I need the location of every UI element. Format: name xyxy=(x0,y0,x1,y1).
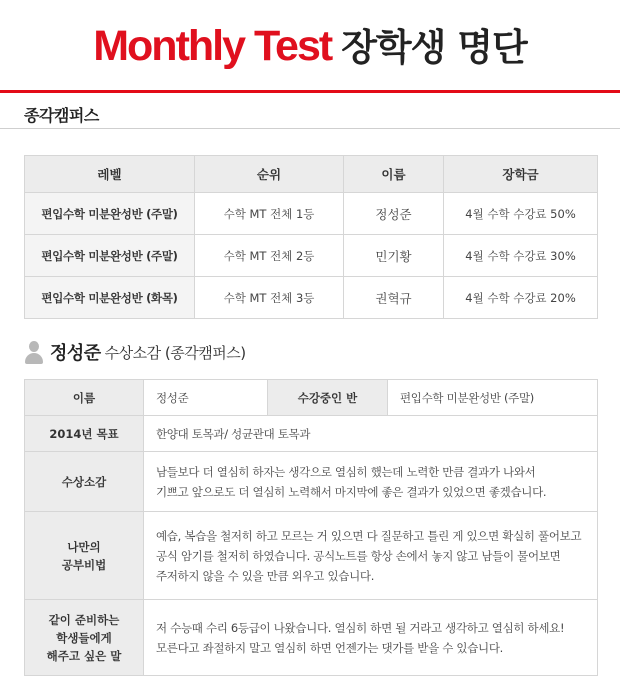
method-line: 예습, 복습을 철저히 하고 모르는 거 있으면 다 질문하고 틀린 게 있으면 확실히 풀어보고 xyxy=(156,528,582,543)
label-advice-line: 해주고 싶은 말 xyxy=(46,648,122,663)
value-speech xyxy=(144,452,598,512)
review-subtitle: 수상소감 (종각캠퍼스) xyxy=(104,343,246,362)
label-method xyxy=(25,512,144,600)
profile-row-speech xyxy=(25,452,598,512)
review-section-heading xyxy=(24,339,246,365)
value-goal: 한양대 토목과/ 성균관대 토목과 xyxy=(144,416,598,452)
advice-line: 저 수능때 수리 6등급이 나왔습니다. 열심히 하면 될 거라고 생각하고 열심히 하세요! xyxy=(156,620,565,635)
label-method-line: 나만의 xyxy=(67,539,101,554)
table-header-row xyxy=(25,156,598,193)
column-header-scholarship: 장학금 xyxy=(444,156,598,193)
table-row xyxy=(25,235,598,277)
label-advice-line: 학생들에게 xyxy=(56,630,112,645)
value-advice xyxy=(144,600,598,676)
speech-line: 기쁘고 앞으로도 더 열심히 노력해서 마지막에 좋은 결과가 있었으면 좋겠습니다. xyxy=(156,484,547,499)
value-class: 편입수학 미분완성반 (주말) xyxy=(388,380,598,416)
column-header-name: 이름 xyxy=(344,156,444,193)
cell-rank: 수학 MT 전체 1등 xyxy=(195,193,344,235)
title-english: Monthly Test xyxy=(93,22,332,70)
title-korean: 장학생 명단 xyxy=(341,26,527,69)
label-class: 수강중인 반 xyxy=(268,380,388,416)
cell-scholarship: 4월 수학 수강료 20% xyxy=(444,277,598,319)
advice-line: 모른다고 좌절하지 말고 열심히 하면 언젠가는 댓가를 받을 수 있습니다. xyxy=(156,640,504,655)
cell-rank: 수학 MT 전체 3등 xyxy=(195,277,344,319)
cell-level: 편입수학 미분완성반 (화목) xyxy=(25,277,195,319)
label-advice xyxy=(25,600,144,676)
label-advice-line: 같이 준비하는 xyxy=(48,612,120,627)
column-header-rank: 순위 xyxy=(195,156,344,193)
profile-row-goal xyxy=(25,416,598,452)
table-row xyxy=(25,193,598,235)
student-profile-table xyxy=(24,379,598,676)
speech-line: 남들보다 더 열심히 하자는 생각으로 열심히 했는데 노력한 만큼 결과가 나와서 xyxy=(156,464,536,479)
profile-row-method xyxy=(25,512,598,600)
label-goal: 2014년 목표 xyxy=(25,416,144,452)
label-speech: 수상소감 xyxy=(25,452,144,512)
page-title xyxy=(0,22,620,79)
campus-label: 종각캠퍼스 xyxy=(24,106,99,125)
profile-row-name xyxy=(25,380,598,416)
value-method xyxy=(144,512,598,600)
cell-scholarship: 4월 수학 수강료 30% xyxy=(444,235,598,277)
cell-scholarship: 4월 수학 수강료 50% xyxy=(444,193,598,235)
cell-name: 민기황 xyxy=(344,235,444,277)
profile-row-advice xyxy=(25,600,598,676)
table-row xyxy=(25,277,598,319)
cell-level: 편입수학 미분완성반 (주말) xyxy=(25,235,195,277)
cell-rank: 수학 MT 전체 2등 xyxy=(195,235,344,277)
label-name: 이름 xyxy=(25,380,144,416)
method-line: 공식 암기를 철저히 하였습니다. 공식노트를 항상 손에서 놓지 않고 남들이 물어보면 xyxy=(156,548,561,563)
column-header-level: 레벨 xyxy=(25,156,195,193)
cell-level: 편입수학 미분완성반 (주말) xyxy=(25,193,195,235)
label-method-line: 공부비법 xyxy=(61,557,107,572)
student-name: 정성준 xyxy=(50,343,101,364)
page-header xyxy=(0,0,620,88)
value-name: 정성준 xyxy=(144,380,268,416)
header-divider xyxy=(0,90,620,93)
method-line: 주저하지 않을 수 있을 만큼 외우고 있습니다. xyxy=(156,568,375,583)
scholarship-table xyxy=(24,155,598,319)
cell-name: 정성준 xyxy=(344,193,444,235)
person-icon xyxy=(24,340,44,364)
cell-name: 권혁규 xyxy=(344,277,444,319)
campus-divider xyxy=(0,128,620,129)
